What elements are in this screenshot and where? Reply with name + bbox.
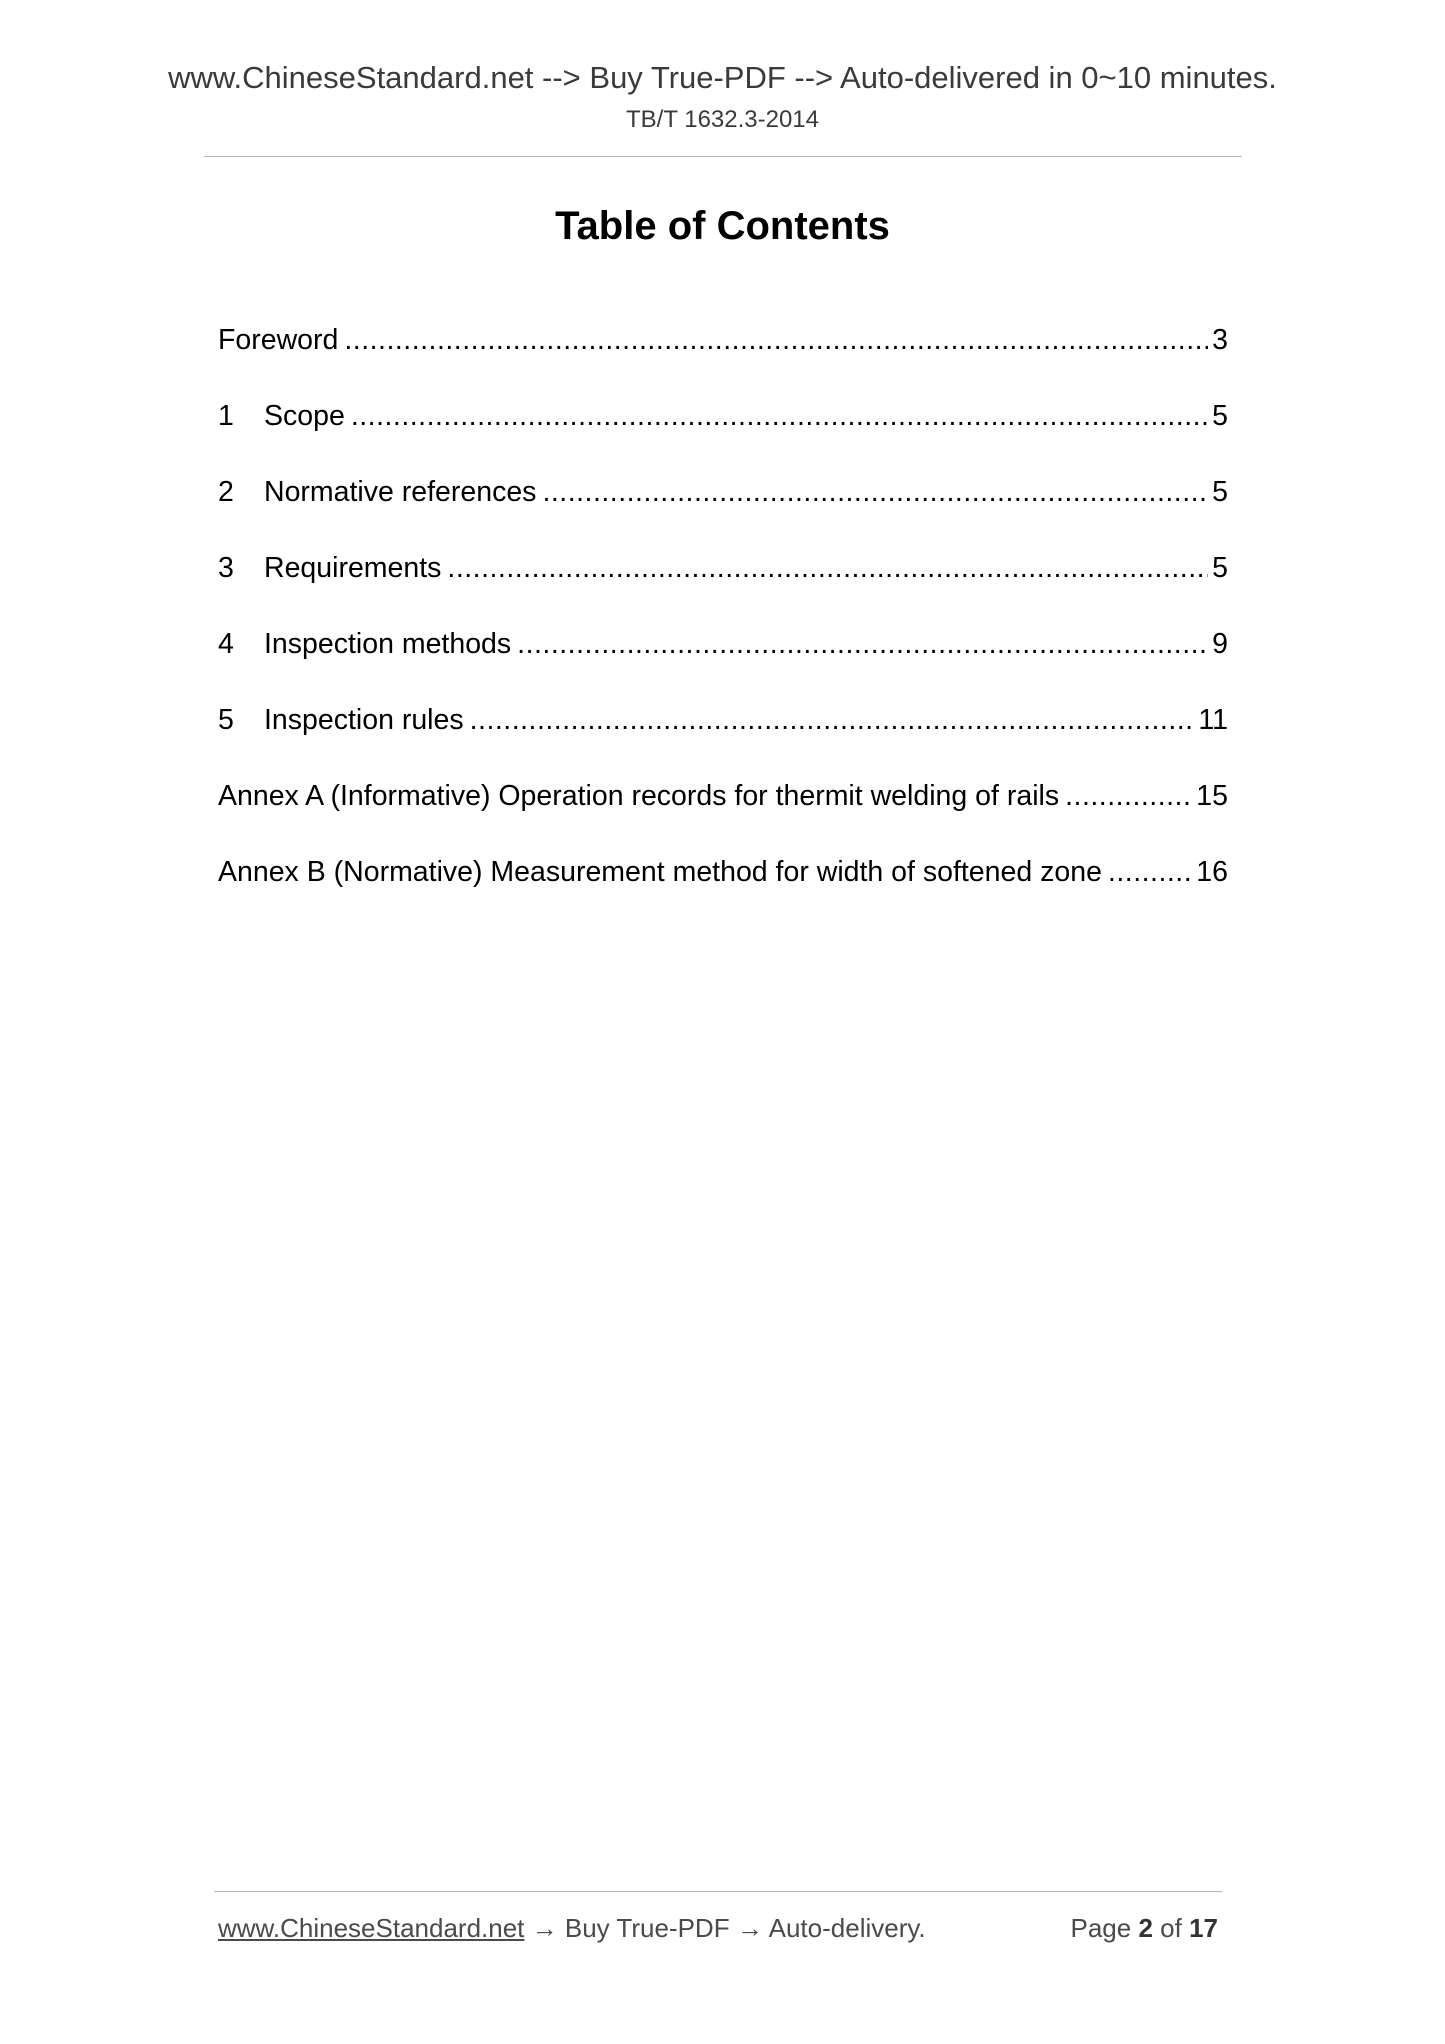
footer-buy-text: Buy True-PDF <box>564 1913 730 1943</box>
page-current: 2 <box>1138 1913 1153 1943</box>
toc-entry-text: Annex A (Informative) Operation records for thermit welding of rails <box>218 780 1060 812</box>
toc-entry-text: Normative references <box>264 476 537 508</box>
footer-promo <box>218 1911 926 1945</box>
toc-entry-inspection-methods[interactable] <box>218 624 1228 700</box>
toc-leader-dots <box>351 396 1208 436</box>
toc-entry-scope[interactable] <box>218 396 1228 472</box>
toc-entry-page: 11 <box>1198 704 1228 736</box>
footer-delivery-text: Auto-delivery. <box>768 1913 926 1943</box>
toc-entry-foreword[interactable] <box>218 320 1228 396</box>
header-banner: www.ChineseStandard.net --> Buy True-PDF --> Auto-delivered in 0~10 minutes. <box>168 60 1277 95</box>
toc-leader-dots <box>1065 776 1192 816</box>
toc-entry-number: 2 <box>218 476 234 508</box>
toc-entry-text: Requirements <box>264 552 442 584</box>
toc-entry-page: 16 <box>1196 856 1228 888</box>
toc-list <box>218 320 1228 928</box>
toc-entry-text: Annex B (Normative) Measurement method for width of softened zone <box>218 856 1102 888</box>
toc-leader-dots <box>1108 852 1192 892</box>
toc-entry-number: 4 <box>218 628 234 660</box>
header-divider <box>204 156 1242 157</box>
page-total: 17 <box>1189 1913 1218 1943</box>
toc-entry-page: 9 <box>1212 628 1228 660</box>
footer-website-link[interactable]: www.ChineseStandard.net <box>218 1913 525 1943</box>
page-number <box>1070 1911 1218 1945</box>
toc-entry-text: Scope <box>264 400 345 432</box>
toc-entry-text: Inspection rules <box>264 704 464 736</box>
toc-entry-inspection-rules[interactable] <box>218 700 1228 776</box>
standard-code: TB/T 1632.3-2014 <box>625 106 820 133</box>
toc-entry-annex-b[interactable] <box>218 852 1228 928</box>
page-label: Page <box>1070 1913 1132 1943</box>
footer-divider <box>214 1891 1222 1892</box>
toc-entry-page: 3 <box>1212 324 1228 356</box>
toc-entry-text: Foreword <box>218 324 339 356</box>
toc-leader-dots <box>470 700 1195 740</box>
toc-leader-dots <box>517 624 1208 664</box>
toc-entry-text: Inspection methods <box>264 628 512 660</box>
toc-entry-number: 1 <box>218 400 234 432</box>
toc-entry-annex-a[interactable] <box>218 776 1228 852</box>
toc-leader-dots <box>447 548 1208 588</box>
toc-entry-number: 3 <box>218 552 234 584</box>
page-title: Table of Contents <box>555 204 890 248</box>
page-of-label: of <box>1160 1913 1182 1943</box>
toc-entry-page: 15 <box>1196 780 1228 812</box>
toc-entry-page: 5 <box>1212 400 1228 432</box>
toc-entry-number: 5 <box>218 704 234 736</box>
toc-leader-dots <box>344 320 1208 360</box>
toc-entry-page: 5 <box>1212 552 1228 584</box>
toc-entry-page: 5 <box>1212 476 1228 508</box>
toc-entry-requirements[interactable] <box>218 548 1228 624</box>
toc-entry-normative-references[interactable] <box>218 472 1228 548</box>
arrow-right-icon: → <box>736 1913 763 1943</box>
toc-leader-dots <box>542 472 1208 512</box>
arrow-right-icon: → <box>531 1913 558 1943</box>
